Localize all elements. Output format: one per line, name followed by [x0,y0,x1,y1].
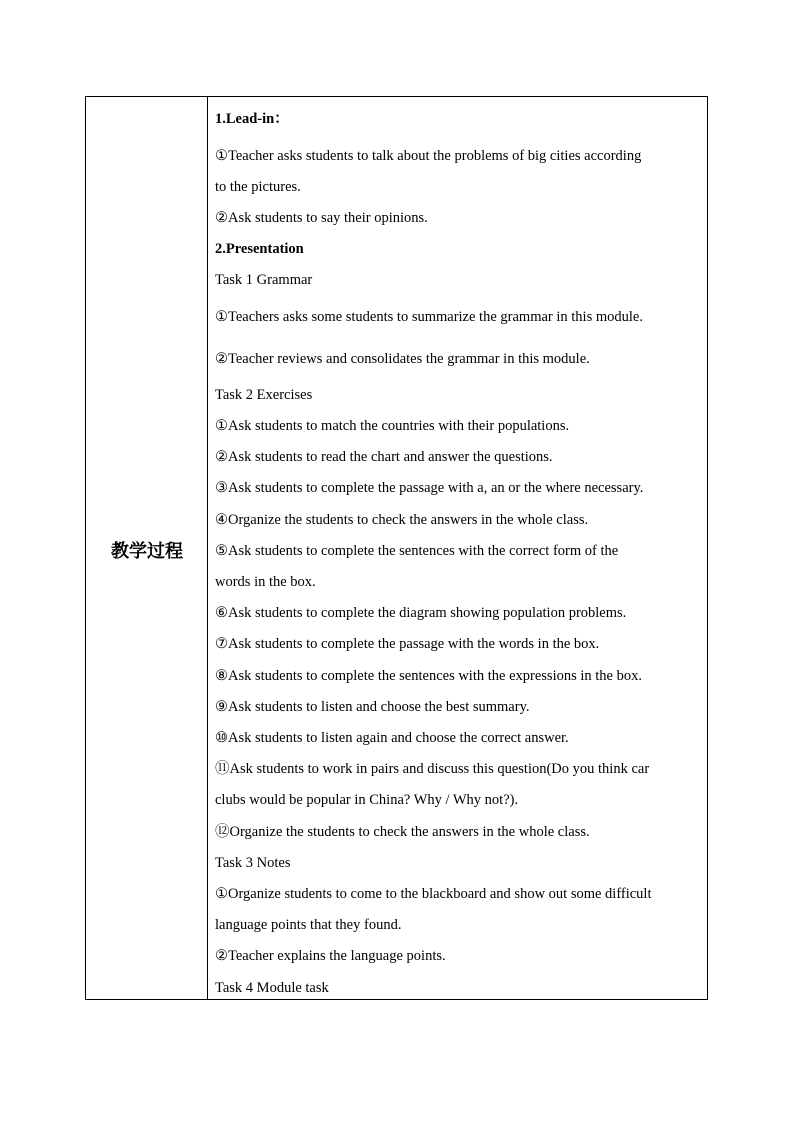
task-heading: Task 4 Module task [215,980,329,996]
content-line: ⑥Ask students to complete the diagram showing population problems. [215,605,627,621]
content-line: language points that they found. [215,917,402,933]
teaching-process-label: 教学过程 [111,541,183,562]
content-line: ①Teachers asks some students to summarize the grammar in this module. [215,309,643,325]
task-heading: Task 1 Grammar [215,272,313,288]
content-line: ③Ask students to complete the passage with a, an or the where necessary. [215,480,644,496]
content-line: ①Organize students to come to the blackboard and show out some difficult [215,886,652,902]
task-heading: Task 3 Notes [215,855,291,871]
content-line: words in the box. [215,574,316,590]
lesson-table [85,96,708,1000]
content-line: to the pictures. [215,179,301,195]
content-line: ②Ask students to read the chart and answer the questions. [215,449,553,465]
content-line: ④Organize the students to check the answers in the whole class. [215,512,589,528]
content-cell [208,97,707,999]
content-line: ⑧Ask students to complete the sentences with the expressions in the box. [215,668,642,684]
task-heading: Task 2 Exercises [215,387,313,403]
content-line: ②Teacher reviews and consolidates the grammar in this module. [215,351,590,367]
content-line: ②Teacher explains the language points. [215,948,446,964]
content-line: ①Ask students to match the countries with their populations. [215,418,570,434]
content-line: ⑦Ask students to complete the passage with the words in the box. [215,636,600,652]
content-line: ①Teacher asks students to talk about the problems of big cities according [215,148,642,164]
content-line: ⑫Organize the students to check the answers in the whole class. [215,824,590,840]
label-cell [86,97,208,999]
content-line: ②Ask students to say their opinions. [215,210,428,226]
content-line: clubs would be popular in China? Why / Why not?). [215,792,519,808]
content-line: ⑤Ask students to complete the sentences with the correct form of the [215,543,619,559]
section-heading: 2.Presentation [215,241,304,257]
content-line: ⑩Ask students to listen again and choose the correct answer. [215,730,569,746]
content-line: ⑨Ask students to listen and choose the best summary. [215,699,530,715]
content-line: ⑪Ask students to work in pairs and discuss this question(Do you think car [215,761,650,777]
section-heading: 1.Lead-in： [215,111,289,127]
